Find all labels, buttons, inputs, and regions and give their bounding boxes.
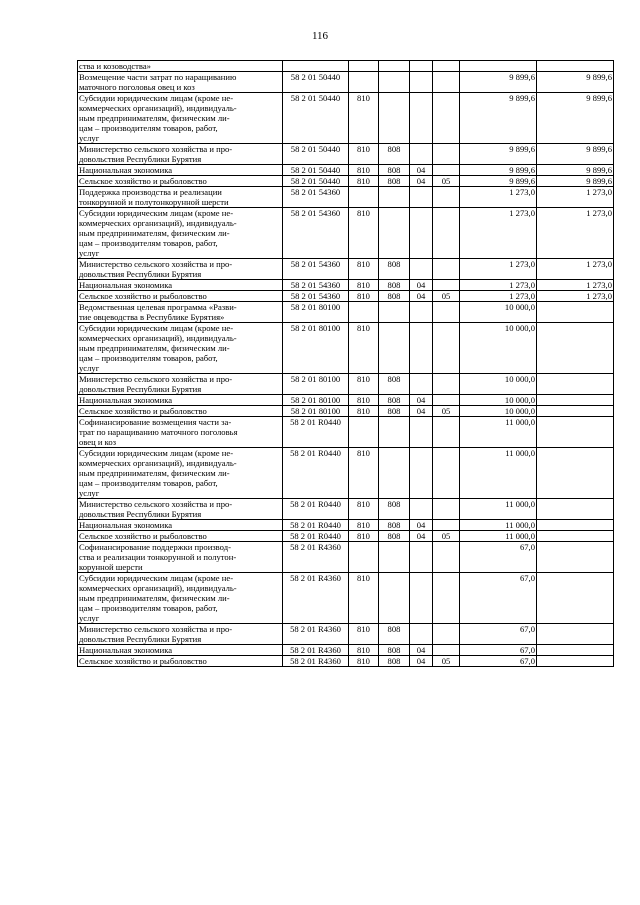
expense-type-cell: 810 bbox=[349, 645, 379, 656]
description-cell: Национальная экономика bbox=[78, 280, 283, 291]
section-cell bbox=[410, 302, 433, 323]
amount-alt-cell bbox=[537, 406, 614, 417]
table-row bbox=[78, 93, 614, 144]
subsection-cell bbox=[433, 93, 460, 144]
section-cell: 04 bbox=[410, 280, 433, 291]
description-cell: Поддержка производства и реализации тонкорунной и полутонкорунной шерсти bbox=[78, 187, 283, 208]
amount-cell: 67,0 bbox=[460, 542, 537, 573]
table-row bbox=[78, 624, 614, 645]
amount-alt-cell: 9 899,6 bbox=[537, 93, 614, 144]
description-cell: Софинансирование возмещения части за- трат по наращиванию маточного поголовья овец и коз bbox=[78, 417, 283, 448]
amount-cell: 9 899,6 bbox=[460, 176, 537, 187]
subsection-cell bbox=[433, 573, 460, 624]
target-article-cell: 58 2 01 R4360 bbox=[283, 656, 349, 667]
ministry-cell bbox=[379, 208, 410, 259]
description-cell: Возмещение части затрат по наращиванию маточного поголовья овец и коз bbox=[78, 72, 283, 93]
amount-alt-cell bbox=[537, 656, 614, 667]
subsection-cell bbox=[433, 187, 460, 208]
description-cell: Ведомственная целевая программа «Разви- тие овцеводства в Республике Бурятия» bbox=[78, 302, 283, 323]
subsection-cell bbox=[433, 280, 460, 291]
subsection-cell: 05 bbox=[433, 531, 460, 542]
target-article-cell: 58 2 01 R0440 bbox=[283, 520, 349, 531]
table-row bbox=[78, 291, 614, 302]
subsection-cell bbox=[433, 542, 460, 573]
ministry-cell bbox=[379, 542, 410, 573]
target-article-cell: 58 2 01 50440 bbox=[283, 165, 349, 176]
description-cell: Министерство сельского хозяйства и про- довольствия Республики Бурятия bbox=[78, 374, 283, 395]
description-cell: Министерство сельского хозяйства и про- довольствия Республики Бурятия bbox=[78, 499, 283, 520]
amount-cell: 11 000,0 bbox=[460, 531, 537, 542]
target-article-cell: 58 2 01 R0440 bbox=[283, 499, 349, 520]
table-row bbox=[78, 72, 614, 93]
target-article-cell: 58 2 01 50440 bbox=[283, 93, 349, 144]
amount-alt-cell bbox=[537, 573, 614, 624]
ministry-cell bbox=[379, 61, 410, 72]
ministry-cell: 808 bbox=[379, 291, 410, 302]
amount-cell: 1 273,0 bbox=[460, 280, 537, 291]
amount-alt-cell bbox=[537, 61, 614, 72]
amount-alt-cell: 9 899,6 bbox=[537, 72, 614, 93]
amount-alt-cell: 9 899,6 bbox=[537, 176, 614, 187]
table-row bbox=[78, 499, 614, 520]
section-cell: 04 bbox=[410, 291, 433, 302]
ministry-cell: 808 bbox=[379, 645, 410, 656]
amount-cell: 1 273,0 bbox=[460, 259, 537, 280]
section-cell bbox=[410, 542, 433, 573]
expense-type-cell: 810 bbox=[349, 624, 379, 645]
amount-alt-cell: 9 899,6 bbox=[537, 165, 614, 176]
ministry-cell: 808 bbox=[379, 520, 410, 531]
subsection-cell bbox=[433, 448, 460, 499]
subsection-cell bbox=[433, 417, 460, 448]
expense-type-cell: 810 bbox=[349, 656, 379, 667]
expense-type-cell: 810 bbox=[349, 323, 379, 374]
expense-type-cell: 810 bbox=[349, 406, 379, 417]
section-cell: 04 bbox=[410, 656, 433, 667]
section-cell: 04 bbox=[410, 395, 433, 406]
amount-cell: 67,0 bbox=[460, 624, 537, 645]
target-article-cell: 58 2 01 R0440 bbox=[283, 417, 349, 448]
amount-alt-cell: 1 273,0 bbox=[537, 259, 614, 280]
subsection-cell bbox=[433, 323, 460, 374]
amount-alt-cell bbox=[537, 520, 614, 531]
section-cell bbox=[410, 374, 433, 395]
section-cell bbox=[410, 573, 433, 624]
section-cell: 04 bbox=[410, 165, 433, 176]
amount-alt-cell bbox=[537, 417, 614, 448]
ministry-cell: 808 bbox=[379, 176, 410, 187]
amount-cell: 10 000,0 bbox=[460, 406, 537, 417]
amount-alt-cell: 1 273,0 bbox=[537, 208, 614, 259]
subsection-cell bbox=[433, 144, 460, 165]
description-cell: Сельское хозяйство и рыболовство bbox=[78, 291, 283, 302]
expense-type-cell: 810 bbox=[349, 144, 379, 165]
table-row bbox=[78, 259, 614, 280]
table-row bbox=[78, 323, 614, 374]
amount-cell bbox=[460, 61, 537, 72]
subsection-cell: 05 bbox=[433, 406, 460, 417]
subsection-cell bbox=[433, 165, 460, 176]
amount-cell: 9 899,6 bbox=[460, 144, 537, 165]
target-article-cell: 58 2 01 50440 bbox=[283, 176, 349, 187]
subsection-cell bbox=[433, 624, 460, 645]
subsection-cell bbox=[433, 520, 460, 531]
section-cell bbox=[410, 61, 433, 72]
expense-type-cell: 810 bbox=[349, 448, 379, 499]
target-article-cell: 58 2 01 54360 bbox=[283, 280, 349, 291]
description-cell: Субсидии юридическим лицам (кроме не- коммерческих организаций), индивидуаль- ным предпринимателям, физическим ли- цам – производителям товаров, работ, услуг bbox=[78, 208, 283, 259]
amount-alt-cell bbox=[537, 645, 614, 656]
target-article-cell: 58 2 01 54360 bbox=[283, 259, 349, 280]
table-row bbox=[78, 448, 614, 499]
section-cell: 04 bbox=[410, 531, 433, 542]
table-row bbox=[78, 374, 614, 395]
subsection-cell bbox=[433, 208, 460, 259]
amount-alt-cell bbox=[537, 499, 614, 520]
subsection-cell bbox=[433, 61, 460, 72]
target-article-cell: 58 2 01 54360 bbox=[283, 187, 349, 208]
amount-cell: 9 899,6 bbox=[460, 165, 537, 176]
amount-cell: 11 000,0 bbox=[460, 448, 537, 499]
expense-type-cell: 810 bbox=[349, 374, 379, 395]
amount-cell: 10 000,0 bbox=[460, 374, 537, 395]
target-article-cell: 58 2 01 R4360 bbox=[283, 624, 349, 645]
target-article-cell: 58 2 01 50440 bbox=[283, 144, 349, 165]
target-article-cell: 58 2 01 50440 bbox=[283, 72, 349, 93]
subsection-cell bbox=[433, 72, 460, 93]
section-cell bbox=[410, 448, 433, 499]
target-article-cell: 58 2 01 54360 bbox=[283, 208, 349, 259]
expense-type-cell: 810 bbox=[349, 208, 379, 259]
table-row bbox=[78, 144, 614, 165]
section-cell bbox=[410, 93, 433, 144]
table-row bbox=[78, 417, 614, 448]
ministry-cell bbox=[379, 417, 410, 448]
table-row bbox=[78, 302, 614, 323]
table-row bbox=[78, 208, 614, 259]
expense-type-cell: 810 bbox=[349, 259, 379, 280]
target-article-cell: 58 2 01 R4360 bbox=[283, 573, 349, 624]
description-cell: Субсидии юридическим лицам (кроме не- коммерческих организаций), индивидуаль- ным предпринимателям, физическим ли- цам – производителям товаров, работ, услуг bbox=[78, 93, 283, 144]
subsection-cell bbox=[433, 374, 460, 395]
amount-alt-cell bbox=[537, 323, 614, 374]
table-row bbox=[78, 165, 614, 176]
section-cell bbox=[410, 208, 433, 259]
target-article-cell: 58 2 01 80100 bbox=[283, 302, 349, 323]
page-number: 116 bbox=[311, 30, 329, 42]
table-row bbox=[78, 406, 614, 417]
description-cell: ства и козоводства» bbox=[78, 61, 283, 72]
amount-alt-cell: 1 273,0 bbox=[537, 280, 614, 291]
target-article-cell: 58 2 01 54360 bbox=[283, 291, 349, 302]
subsection-cell bbox=[433, 499, 460, 520]
target-article-cell: 58 2 01 80100 bbox=[283, 323, 349, 374]
ministry-cell bbox=[379, 93, 410, 144]
table-row bbox=[78, 280, 614, 291]
subsection-cell: 05 bbox=[433, 176, 460, 187]
description-cell: Министерство сельского хозяйства и про- довольствия Республики Бурятия bbox=[78, 624, 283, 645]
expense-type-cell: 810 bbox=[349, 520, 379, 531]
section-cell: 04 bbox=[410, 406, 433, 417]
ministry-cell: 808 bbox=[379, 165, 410, 176]
ministry-cell: 808 bbox=[379, 144, 410, 165]
expense-type-cell: 810 bbox=[349, 176, 379, 187]
expense-type-cell: 810 bbox=[349, 573, 379, 624]
expense-type-cell: 810 bbox=[349, 531, 379, 542]
description-cell: Министерство сельского хозяйства и про- довольствия Республики Бурятия bbox=[78, 259, 283, 280]
description-cell: Сельское хозяйство и рыболовство bbox=[78, 406, 283, 417]
table-row bbox=[78, 656, 614, 667]
expense-type-cell: 810 bbox=[349, 499, 379, 520]
description-cell: Сельское хозяйство и рыболовство bbox=[78, 176, 283, 187]
description-cell: Софинансирование поддержки производ- ства и реализации тонкорунной и полутон- корунной шерсти bbox=[78, 542, 283, 573]
target-article-cell: 58 2 01 R4360 bbox=[283, 645, 349, 656]
expense-type-cell: 810 bbox=[349, 291, 379, 302]
amount-cell: 10 000,0 bbox=[460, 302, 537, 323]
amount-cell: 9 899,6 bbox=[460, 72, 537, 93]
ministry-cell: 808 bbox=[379, 374, 410, 395]
amount-alt-cell bbox=[537, 624, 614, 645]
amount-alt-cell bbox=[537, 302, 614, 323]
description-cell: Национальная экономика bbox=[78, 520, 283, 531]
amount-cell: 9 899,6 bbox=[460, 93, 537, 144]
expense-type-cell bbox=[349, 302, 379, 323]
table-row bbox=[78, 520, 614, 531]
amount-alt-cell: 1 273,0 bbox=[537, 291, 614, 302]
amount-cell: 11 000,0 bbox=[460, 417, 537, 448]
ministry-cell: 808 bbox=[379, 259, 410, 280]
table-row bbox=[78, 542, 614, 573]
expense-type-cell: 810 bbox=[349, 93, 379, 144]
table-row bbox=[78, 531, 614, 542]
subsection-cell: 05 bbox=[433, 291, 460, 302]
amount-cell: 1 273,0 bbox=[460, 208, 537, 259]
subsection-cell bbox=[433, 395, 460, 406]
expense-type-cell: 810 bbox=[349, 165, 379, 176]
amount-cell: 1 273,0 bbox=[460, 291, 537, 302]
expense-type-cell bbox=[349, 187, 379, 208]
ministry-cell bbox=[379, 302, 410, 323]
ministry-cell bbox=[379, 72, 410, 93]
table-row bbox=[78, 176, 614, 187]
section-cell bbox=[410, 259, 433, 280]
description-cell: Министерство сельского хозяйства и про- довольствия Республики Бурятия bbox=[78, 144, 283, 165]
description-cell: Сельское хозяйство и рыболовство bbox=[78, 656, 283, 667]
table-row bbox=[78, 187, 614, 208]
target-article-cell: 58 2 01 80100 bbox=[283, 395, 349, 406]
target-article-cell: 58 2 01 80100 bbox=[283, 406, 349, 417]
amount-alt-cell: 9 899,6 bbox=[537, 144, 614, 165]
ministry-cell bbox=[379, 323, 410, 374]
amount-alt-cell bbox=[537, 395, 614, 406]
ministry-cell: 808 bbox=[379, 656, 410, 667]
ministry-cell: 808 bbox=[379, 406, 410, 417]
description-cell: Субсидии юридическим лицам (кроме не- коммерческих организаций), индивидуаль- ным предпринимателям, физическим ли- цам – производителям товаров, работ, услуг bbox=[78, 573, 283, 624]
amount-cell: 67,0 bbox=[460, 573, 537, 624]
table-row bbox=[78, 61, 614, 72]
amount-cell: 10 000,0 bbox=[460, 323, 537, 374]
target-article-cell bbox=[283, 61, 349, 72]
description-cell: Национальная экономика bbox=[78, 645, 283, 656]
amount-cell: 10 000,0 bbox=[460, 395, 537, 406]
target-article-cell: 58 2 01 R0440 bbox=[283, 531, 349, 542]
amount-cell: 67,0 bbox=[460, 656, 537, 667]
target-article-cell: 58 2 01 80100 bbox=[283, 374, 349, 395]
amount-cell: 11 000,0 bbox=[460, 499, 537, 520]
section-cell bbox=[410, 144, 433, 165]
description-cell: Национальная экономика bbox=[78, 395, 283, 406]
subsection-cell bbox=[433, 645, 460, 656]
expense-type-cell bbox=[349, 542, 379, 573]
section-cell bbox=[410, 187, 433, 208]
section-cell: 04 bbox=[410, 520, 433, 531]
amount-alt-cell bbox=[537, 542, 614, 573]
amount-alt-cell bbox=[537, 531, 614, 542]
amount-alt-cell bbox=[537, 374, 614, 395]
description-cell: Субсидии юридическим лицам (кроме не- коммерческих организаций), индивидуаль- ным предпринимателям, физическим ли- цам – производителям товаров, работ, услуг bbox=[78, 448, 283, 499]
amount-alt-cell: 1 273,0 bbox=[537, 187, 614, 208]
subsection-cell: 05 bbox=[433, 656, 460, 667]
expense-type-cell: 810 bbox=[349, 395, 379, 406]
amount-alt-cell bbox=[537, 448, 614, 499]
target-article-cell: 58 2 01 R4360 bbox=[283, 542, 349, 573]
section-cell: 04 bbox=[410, 645, 433, 656]
ministry-cell bbox=[379, 573, 410, 624]
table-body bbox=[78, 61, 614, 667]
budget-table bbox=[77, 60, 614, 667]
table-row bbox=[78, 645, 614, 656]
description-cell: Сельское хозяйство и рыболовство bbox=[78, 531, 283, 542]
section-cell bbox=[410, 499, 433, 520]
target-article-cell: 58 2 01 R0440 bbox=[283, 448, 349, 499]
amount-cell: 67,0 bbox=[460, 645, 537, 656]
ministry-cell: 808 bbox=[379, 531, 410, 542]
ministry-cell bbox=[379, 448, 410, 499]
expense-type-cell bbox=[349, 61, 379, 72]
amount-cell: 11 000,0 bbox=[460, 520, 537, 531]
subsection-cell bbox=[433, 259, 460, 280]
expense-type-cell bbox=[349, 72, 379, 93]
section-cell bbox=[410, 72, 433, 93]
ministry-cell: 808 bbox=[379, 395, 410, 406]
ministry-cell bbox=[379, 187, 410, 208]
section-cell bbox=[410, 624, 433, 645]
description-cell: Субсидии юридическим лицам (кроме не- коммерческих организаций), индивидуаль- ным предпринимателям, физическим ли- цам – производителям товаров, работ, услуг bbox=[78, 323, 283, 374]
expense-type-cell bbox=[349, 417, 379, 448]
ministry-cell: 808 bbox=[379, 624, 410, 645]
subsection-cell bbox=[433, 302, 460, 323]
amount-cell: 1 273,0 bbox=[460, 187, 537, 208]
expense-type-cell: 810 bbox=[349, 280, 379, 291]
description-cell: Национальная экономика bbox=[78, 165, 283, 176]
table-row bbox=[78, 573, 614, 624]
section-cell: 04 bbox=[410, 176, 433, 187]
section-cell bbox=[410, 417, 433, 448]
table-row bbox=[78, 395, 614, 406]
ministry-cell: 808 bbox=[379, 280, 410, 291]
section-cell bbox=[410, 323, 433, 374]
ministry-cell: 808 bbox=[379, 499, 410, 520]
